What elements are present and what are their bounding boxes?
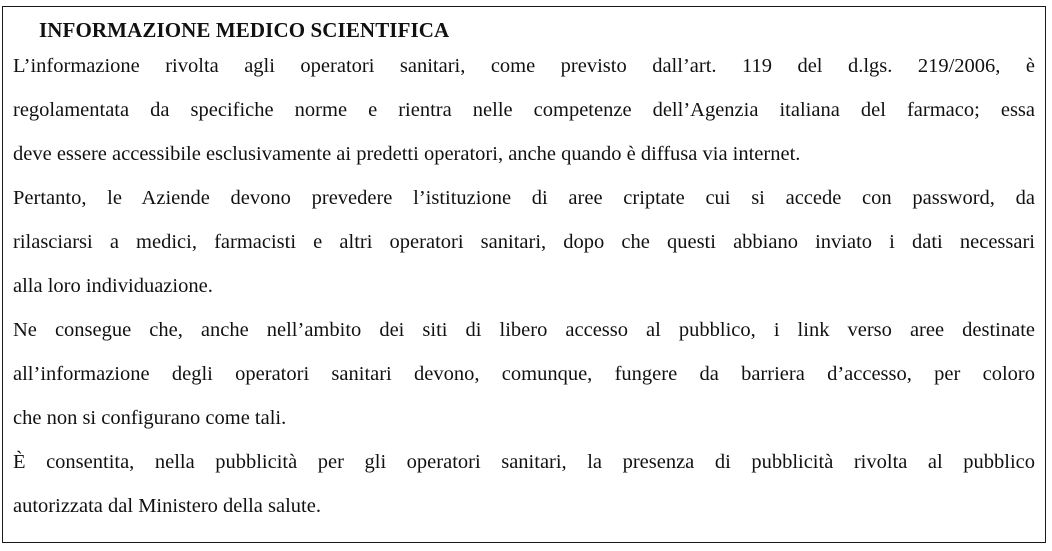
paragraph-2 (13, 176, 1035, 308)
paragraph-line: Pertanto, le Aziende devono prevedere l’istituzione di aree criptate cui si accede con password, da (13, 187, 1035, 209)
paragraph-4 (13, 440, 1035, 528)
paragraph-line: deve essere accessibile esclusivamente ai predetti operatori, anche quando è diffusa via internet. (13, 143, 801, 165)
paragraph-3 (13, 308, 1035, 440)
document-title: INFORMAZIONE MEDICO SCIENTIFICA (39, 18, 450, 42)
paragraph-line: autorizzata dal Ministero della salute. (13, 495, 321, 517)
paragraph-1 (13, 44, 1035, 176)
paragraph-line: all’informazione degli operatori sanitari devono, comunque, fungere da barriera d’accesso, per coloro (13, 363, 1035, 385)
paragraph-line: L’informazione rivolta agli operatori sanitari, come previsto dall’art. 119 del d.lgs. 219/2006, è (13, 55, 1035, 77)
paragraph-line: alla loro individuazione. (13, 275, 213, 297)
notice-box (2, 6, 1046, 543)
paragraph-line: che non si configurano come tali. (13, 407, 287, 429)
paragraph-line: È consentita, nella pubblicità per gli operatori sanitari, la presenza di pubblicità rivolta al pubblico (13, 451, 1035, 473)
paragraph-line: regolamentata da specifiche norme e rientra nelle competenze dell’Agenzia italiana del farmaco; essa (13, 99, 1035, 121)
paragraph-line: rilasciarsi a medici, farmacisti e altri operatori sanitari, dopo che questi abbiano inviato i dati necessari (13, 231, 1035, 253)
paragraph-line: Ne consegue che, anche nell’ambito dei siti di libero accesso al pubblico, i link verso aree destinate (13, 319, 1035, 341)
